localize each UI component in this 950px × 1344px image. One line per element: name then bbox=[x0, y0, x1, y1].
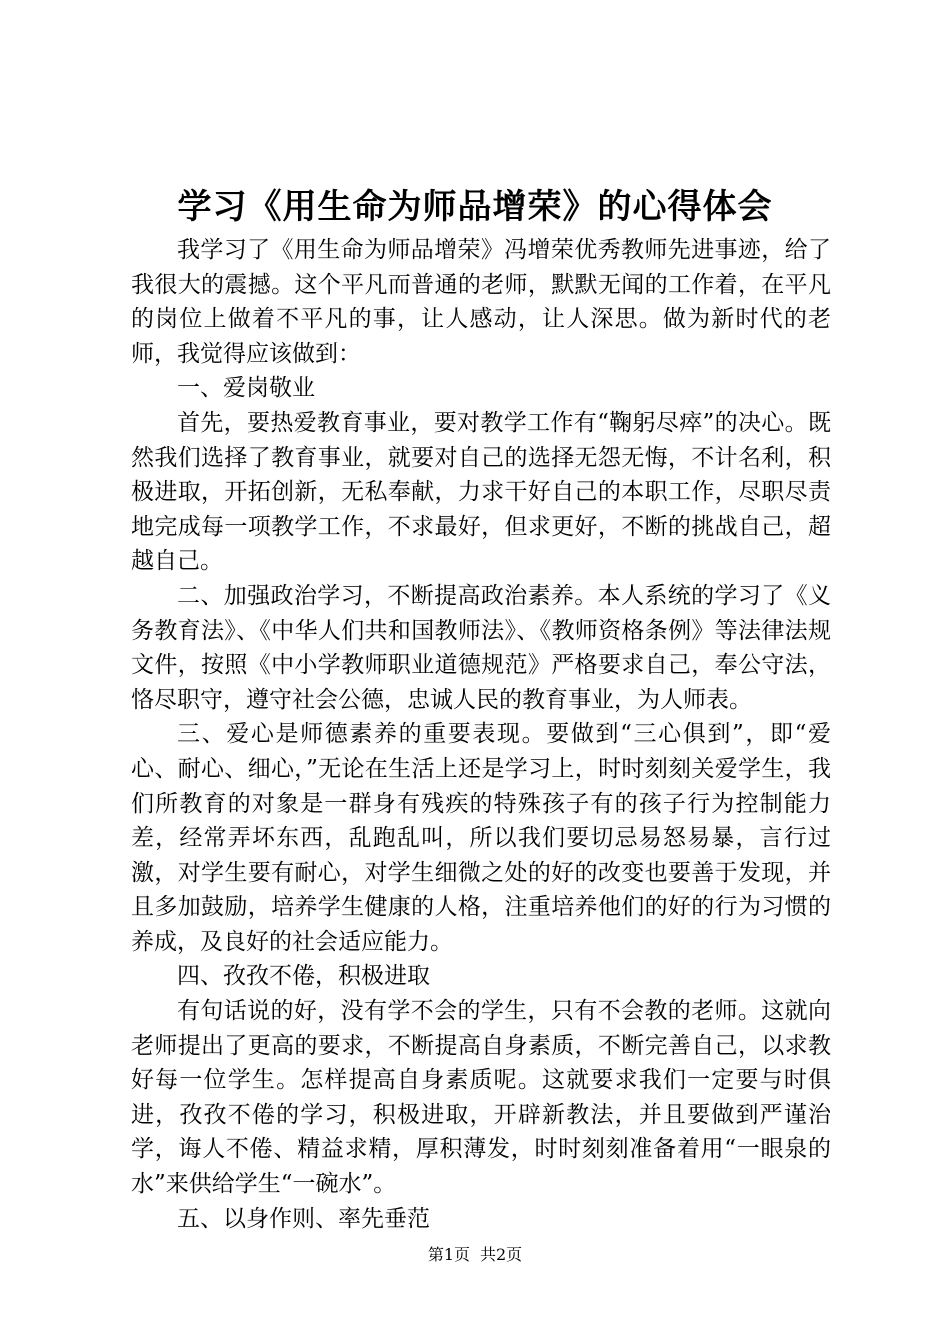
paragraph-section-4: 有句话说的好，没有学不会的学生，只有不会教的老师。这就向老师提出了更高的要求，不断提高自身素质，不断完善自己，以求教好每一位学生。怎样提高自身素质呢。这就要求我们一定要与时俱进，孜孜不倦的学习，积极进取，开辟新教法，并且要做到严谨治学，诲人不倦、精益求精，厚积薄发，时时刻刻准备着用“一眼泉的水”来供给学生“一碗水”。 bbox=[131, 998, 831, 1198]
document-body bbox=[131, 233, 831, 1236]
page-number-total: 共2页 bbox=[480, 1245, 523, 1264]
section-heading-1: 一、爱岗敬业 bbox=[177, 375, 315, 402]
paragraph-section-1: 首先，要热爱教育事业，要对教学工作有“鞠躬尽瘁”的决心。既然我们选择了教育事业，就要对自己的选择无怨无悔，不计名利，积极进取，开拓创新，无私奉献，力求干好自己的本职工作，尽职尽责地完成每一项教学工作，不求最好，但求更好，不断的挑战自己，超越自己。 bbox=[131, 409, 831, 575]
paragraph-section-2: 二、加强政治学习，不断提高政治素养。本人系统的学习了《义务教育法》、《中华人们共和国教师法》、《教师资格条例》等法律法规文件，按照《中小学教师职业道德规范》严格要求自己，奉公守法，恪尽职守，遵守社会公德，忠诚人民的教育事业，为人师表。 bbox=[131, 582, 831, 713]
document-title: 学习《用生命为师品增荣》的心得体会 bbox=[177, 187, 773, 227]
paragraph-intro: 我学习了《用生命为师品增荣》冯增荣优秀教师先进事迹，给了我很大的震撼。这个平凡而普通的老师，默默无闻的工作着，在平凡的岗位上做着不平凡的事，让人感动，让人深思。做为新时代的老师，我觉得应该做到： bbox=[131, 237, 831, 367]
section-heading-5: 五、以身作则、率先垂范 bbox=[177, 1205, 430, 1232]
paragraph-section-3: 三、爱心是师德素养的重要表现。要做到“三心俱到”，即“爱心、耐心、细心，”无论在生活上还是学习上，时时刻刻关爱学生，我们所教育的对象是一群身有残疾的特殊孩子有的孩子行为控制能力差，经常弄坏东西，乱跑乱叫，所以我们要切忌易怒易暴，言行过激，对学生要有耐心，对学生细微之处的好的改变也要善于发现，并且多加鼓励，培养学生健康的人格，注重培养他们的好的行为习惯的养成，及良好的社会适应能力。 bbox=[131, 721, 831, 955]
section-heading-4: 四、孜孜不倦，积极进取 bbox=[177, 963, 430, 990]
page-footer bbox=[0, 1244, 950, 1266]
page-number-current: 第1页 bbox=[427, 1245, 470, 1264]
